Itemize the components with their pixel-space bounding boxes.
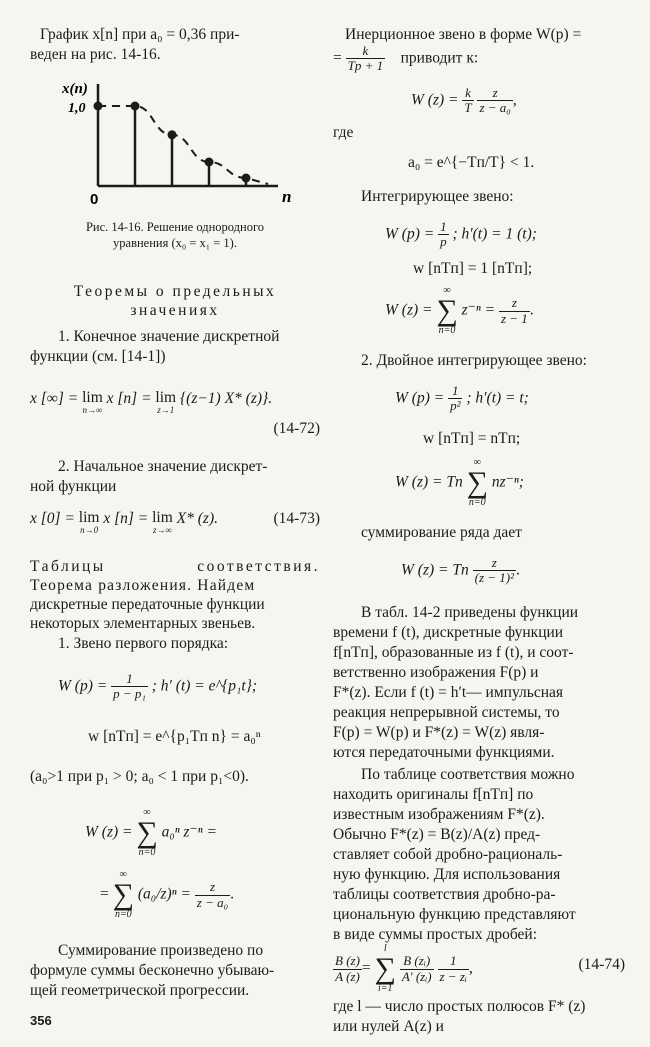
eqI-num: z [499, 296, 530, 311]
eq72-lim1-text: lim [82, 389, 103, 406]
eq72-lim2-text: lim [155, 389, 177, 406]
equation-14-74 [333, 944, 473, 994]
eqJ-lhs: W (p) = [395, 389, 445, 407]
eq73-lim2-text: lim [152, 509, 173, 526]
intro-line-1: График x[n] при a₀ = 0,36 при- [40, 26, 240, 43]
correspondence-line-7: таблицы соответствия дробно-ра- [333, 886, 556, 903]
eq72-lim2-under: z→1 [157, 404, 175, 415]
eqC-sum-bottom: n=0 [138, 847, 156, 858]
tables-line-4: некоторых элементарных звеньев. [30, 615, 256, 632]
eqG-den: p [440, 234, 447, 250]
section-heading-line-2: значениях [130, 302, 220, 319]
eq74-fraction-3 [438, 954, 469, 984]
first-order-condition: (a₀>1 при p₁ > 0; a₀ < 1 при p₁<0). [30, 768, 249, 785]
eq74-f3-den: z − zᵢ [439, 968, 467, 984]
table-ref-line-1: В табл. 14-2 приведены функции [361, 604, 579, 621]
table-ref-line-2: времени f (t), дискретные функции [333, 624, 564, 641]
summation-line-2: формуле суммы бесконечно убываю- [30, 962, 275, 979]
eq74-f2-den: A′ (zᵢ) [401, 968, 432, 984]
section-heading-line-1: Теоремы о предельных [73, 283, 277, 300]
eqM-den: (z − 1)² [474, 570, 514, 586]
equation-double-wz [395, 458, 524, 508]
equation-inertial-wz [411, 86, 517, 116]
eq74-f2-num: B (zᵢ) [400, 954, 434, 969]
final-line-2: или нулей A(z) и [333, 1018, 444, 1035]
y-tick-label: 1,0 [68, 101, 86, 116]
correspondence-line-2: находить оригиналы f[nTп] по [333, 786, 534, 803]
eqG-num: 1 [440, 219, 447, 234]
eqJ-rhs: ; h′(t) = t; [466, 389, 529, 407]
eqM-end: . [516, 561, 520, 579]
theorem-2-line-1: 2. Начальное значение дискрет- [58, 458, 268, 475]
eqA-den: p − p₁ [113, 686, 146, 702]
eqE-end: , [512, 91, 517, 109]
correspondence-line-9: в виде суммы простых дробей: [333, 926, 537, 943]
eqE-fraction-2 [477, 86, 512, 116]
equation-a0: a₀ = e^{−Tп/T} < 1. [408, 154, 535, 171]
equation-integrating-wz [385, 286, 534, 336]
double-integrating-heading: 2. Двойное интегрирующее звено: [361, 352, 587, 369]
correspondence-line-5: ставляет собой дробно-рациональ- [333, 846, 563, 863]
theorem-1-line-1: 1. Конечное значение дискретной [58, 328, 280, 345]
eqA-rhs: ; h′ (t) = e^{p₁t}; [151, 677, 258, 695]
eqL-sum-top: ∞ [473, 457, 481, 468]
equation-14-72 [30, 390, 272, 415]
eq72-lhs: x [∞] = [30, 390, 79, 407]
eqM-num: z [473, 556, 516, 571]
eq74-end: , [468, 959, 473, 977]
inertial-line-1: Инерционное звено в форме W(p) = [345, 26, 582, 43]
tables-line-2: Теорема разложения. Найдем [30, 577, 256, 594]
tables-line-1: Таблицы соответствия. [30, 558, 320, 575]
caption-line-1: Рис. 14-16. Решение однородного [85, 220, 265, 234]
eq74-f3-num: 1 [438, 954, 469, 969]
equation-number-14-73: (14-73) [273, 510, 320, 527]
equation-integrating-w: w [nTп] = 1 [nTп]; [413, 260, 533, 277]
eqG-fraction [438, 220, 449, 250]
eqI-fraction [499, 296, 530, 326]
eqI-mid: z⁻ⁿ = [461, 301, 496, 319]
eq72-limit-1 [82, 390, 103, 415]
eqL-rhs: nz⁻ⁿ; [491, 473, 524, 491]
eqD-num: z [195, 880, 230, 895]
figure-14-16 [50, 78, 320, 210]
eqI-end: . [529, 301, 534, 319]
eqE-f1-den: T [464, 100, 472, 116]
table-ref-line-8: ются передаточными функциями. [333, 744, 555, 761]
eq73-limit-1 [79, 510, 100, 535]
correspondence-line-3: известным изображениям F*(z). [333, 806, 545, 823]
eqI-sum-top: ∞ [443, 285, 451, 296]
eqG-rhs: ; h′(t) = 1 (t); [452, 225, 537, 243]
eq74-fraction-1 [333, 954, 362, 984]
eqJ-den: p² [450, 398, 461, 414]
eqI-sum: ∞ ∑ n=0 [436, 285, 458, 336]
eqD-lhs: = [100, 885, 109, 903]
x-axis-label: n [282, 187, 292, 206]
eqD-fraction [195, 880, 230, 910]
eqA-num: 1 [111, 672, 148, 687]
figure-caption [30, 220, 320, 251]
table-ref-line-4: ветственно изображения F(p) и [333, 664, 539, 681]
correspondence-line-4: Обычно F*(z) = B(z)/A(z) пред- [333, 826, 541, 843]
equation-integrating-wp [385, 220, 537, 250]
page-number: 356 [30, 1013, 52, 1028]
first-order-heading: 1. Звено первого порядка: [58, 635, 229, 652]
summation-line-1: Суммирование произведено по [58, 942, 264, 959]
equation-first-order-wz [85, 808, 217, 858]
table-ref-line-6: реакция непрерывной системы, то [333, 704, 560, 721]
eq73-rhs: X* (z). [176, 510, 218, 527]
eqL-sum: ∞ ∑ n=0 [466, 457, 488, 508]
x-origin-label: 0 [90, 191, 99, 208]
eq72-lim1-under: n→∞ [82, 404, 103, 415]
caption-line-2: уравнения (x₀ = x₁ = 1). [113, 235, 237, 250]
eq73-limit-2 [152, 510, 173, 535]
eq74-sum-bottom: i=1 [377, 983, 393, 994]
decay-envelope [98, 106, 268, 184]
correspondence-line-8: циональную функцию представляют [333, 906, 576, 923]
tables-line-3: дискретные передаточные функции [30, 596, 265, 613]
eqE-lhs: W (z) = [411, 91, 459, 109]
intro-line-2: веден на рис. 14-16. [30, 46, 161, 63]
theorem-2-line-2: ной функции [30, 478, 117, 495]
summation-line-3: щей геометрической прогрессии. [30, 982, 250, 999]
inertial-num: k [346, 44, 386, 59]
inertial-fraction [346, 44, 386, 74]
equation-first-order-w: w [nTп] = e^{p₁Tп n} = a₀ⁿ [88, 728, 261, 745]
eq72-rhs: {(z−1) X* (z)}. [179, 390, 273, 407]
equation-double-w: w [nTп] = nTп; [423, 430, 521, 447]
eq73-lim1-under: n→0 [80, 524, 99, 535]
inertial-den: Tp + 1 [347, 58, 384, 74]
eqA-lhs: W (p) = [58, 677, 108, 695]
equation-first-order-geometric [100, 870, 234, 920]
eqD-paren: (a₀/z)ⁿ = [137, 885, 191, 903]
eqE-fraction-1 [462, 86, 473, 116]
eq73-lim2-under: z→∞ [152, 524, 172, 535]
correspondence-line-1: По таблице соответствия можно [361, 766, 575, 783]
eqE-f2-num: z [477, 86, 512, 101]
equation-first-order-wp [58, 672, 257, 702]
eqD-sum: ∞ ∑ n=0 [112, 869, 135, 920]
eq74-fraction-2 [400, 954, 434, 984]
equation-double-closed [401, 556, 520, 586]
eqD-sum-bottom: n=0 [114, 909, 132, 920]
eq74-sum-top: l [383, 943, 387, 954]
inertial-line-2 [333, 44, 478, 74]
inertial-eq-prefix: = [333, 49, 342, 67]
eq73-lim1-text: lim [78, 509, 100, 526]
series-sum-line: суммирование ряда дает [361, 524, 522, 541]
eqD-sum-top: ∞ [119, 869, 127, 880]
eq72-mid: x [n] = [106, 390, 152, 407]
eqJ-fraction [448, 384, 462, 414]
final-line-1: где l — число простых полюсов F* (z) [333, 998, 586, 1015]
eq74-f1-num: B (z) [335, 953, 360, 969]
eqI-sum-bottom: n=0 [438, 325, 456, 336]
eqD-end: . [230, 885, 235, 903]
eqC-rhs: a₀ⁿ z⁻ⁿ = [161, 823, 217, 841]
eqI-lhs: W (z) = [385, 301, 433, 319]
eq73-lhs: x [0] = [30, 510, 75, 527]
equation-double-wp [395, 384, 529, 414]
eqJ-num: 1 [448, 384, 462, 399]
eqI-den: z − 1 [500, 310, 528, 326]
eqL-lhs: W (z) = Tп [395, 473, 463, 491]
equation-number-14-74: (14-74) [578, 956, 625, 973]
y-axis-label: x(n) [62, 81, 88, 97]
eq72-limit-2 [155, 390, 176, 415]
eqE-f2-den: z − a₀ [479, 100, 511, 116]
eqM-lhs: W (z) = Tп [401, 561, 469, 579]
eqG-lhs: W (p) = [385, 225, 435, 243]
eqA-fraction [111, 672, 148, 702]
table-ref-line-5: F*(z). Если f (t) = h′t— импульсная [333, 684, 564, 701]
where-label: где [333, 124, 354, 141]
correspondence-line-6: ную функцию. Для использования [333, 866, 561, 883]
integrating-heading: Интегрирующее звено: [361, 188, 514, 205]
equation-number-14-72: (14-72) [273, 420, 320, 437]
eqC-sum: ∞ ∑ n=0 [136, 807, 158, 858]
equation-14-73 [30, 510, 218, 535]
eqD-den: z − a₀ [196, 894, 229, 910]
eq73-mid: x [n] = [103, 510, 149, 527]
table-ref-line-7: F(p) = W(p) и F*(z) = W(z) явля- [333, 724, 545, 741]
eqM-fraction [473, 556, 516, 586]
table-ref-line-3: f[nTп], образованные из f (t), и соот- [333, 644, 574, 661]
eqE-f1-num: k [462, 86, 473, 101]
eq74-sum: l ∑ i=1 [374, 943, 396, 994]
eq74-f1-den: A (z) [335, 968, 360, 984]
eq74-equals: = [361, 959, 371, 977]
theorem-1-line-2: функции (см. [14-1]) [30, 348, 166, 365]
eqL-sum-bottom: n=0 [468, 497, 486, 508]
eqC-lhs: W (z) = [85, 823, 133, 841]
inertial-leads: приводит к: [400, 49, 479, 67]
eqC-sum-top: ∞ [143, 807, 151, 818]
